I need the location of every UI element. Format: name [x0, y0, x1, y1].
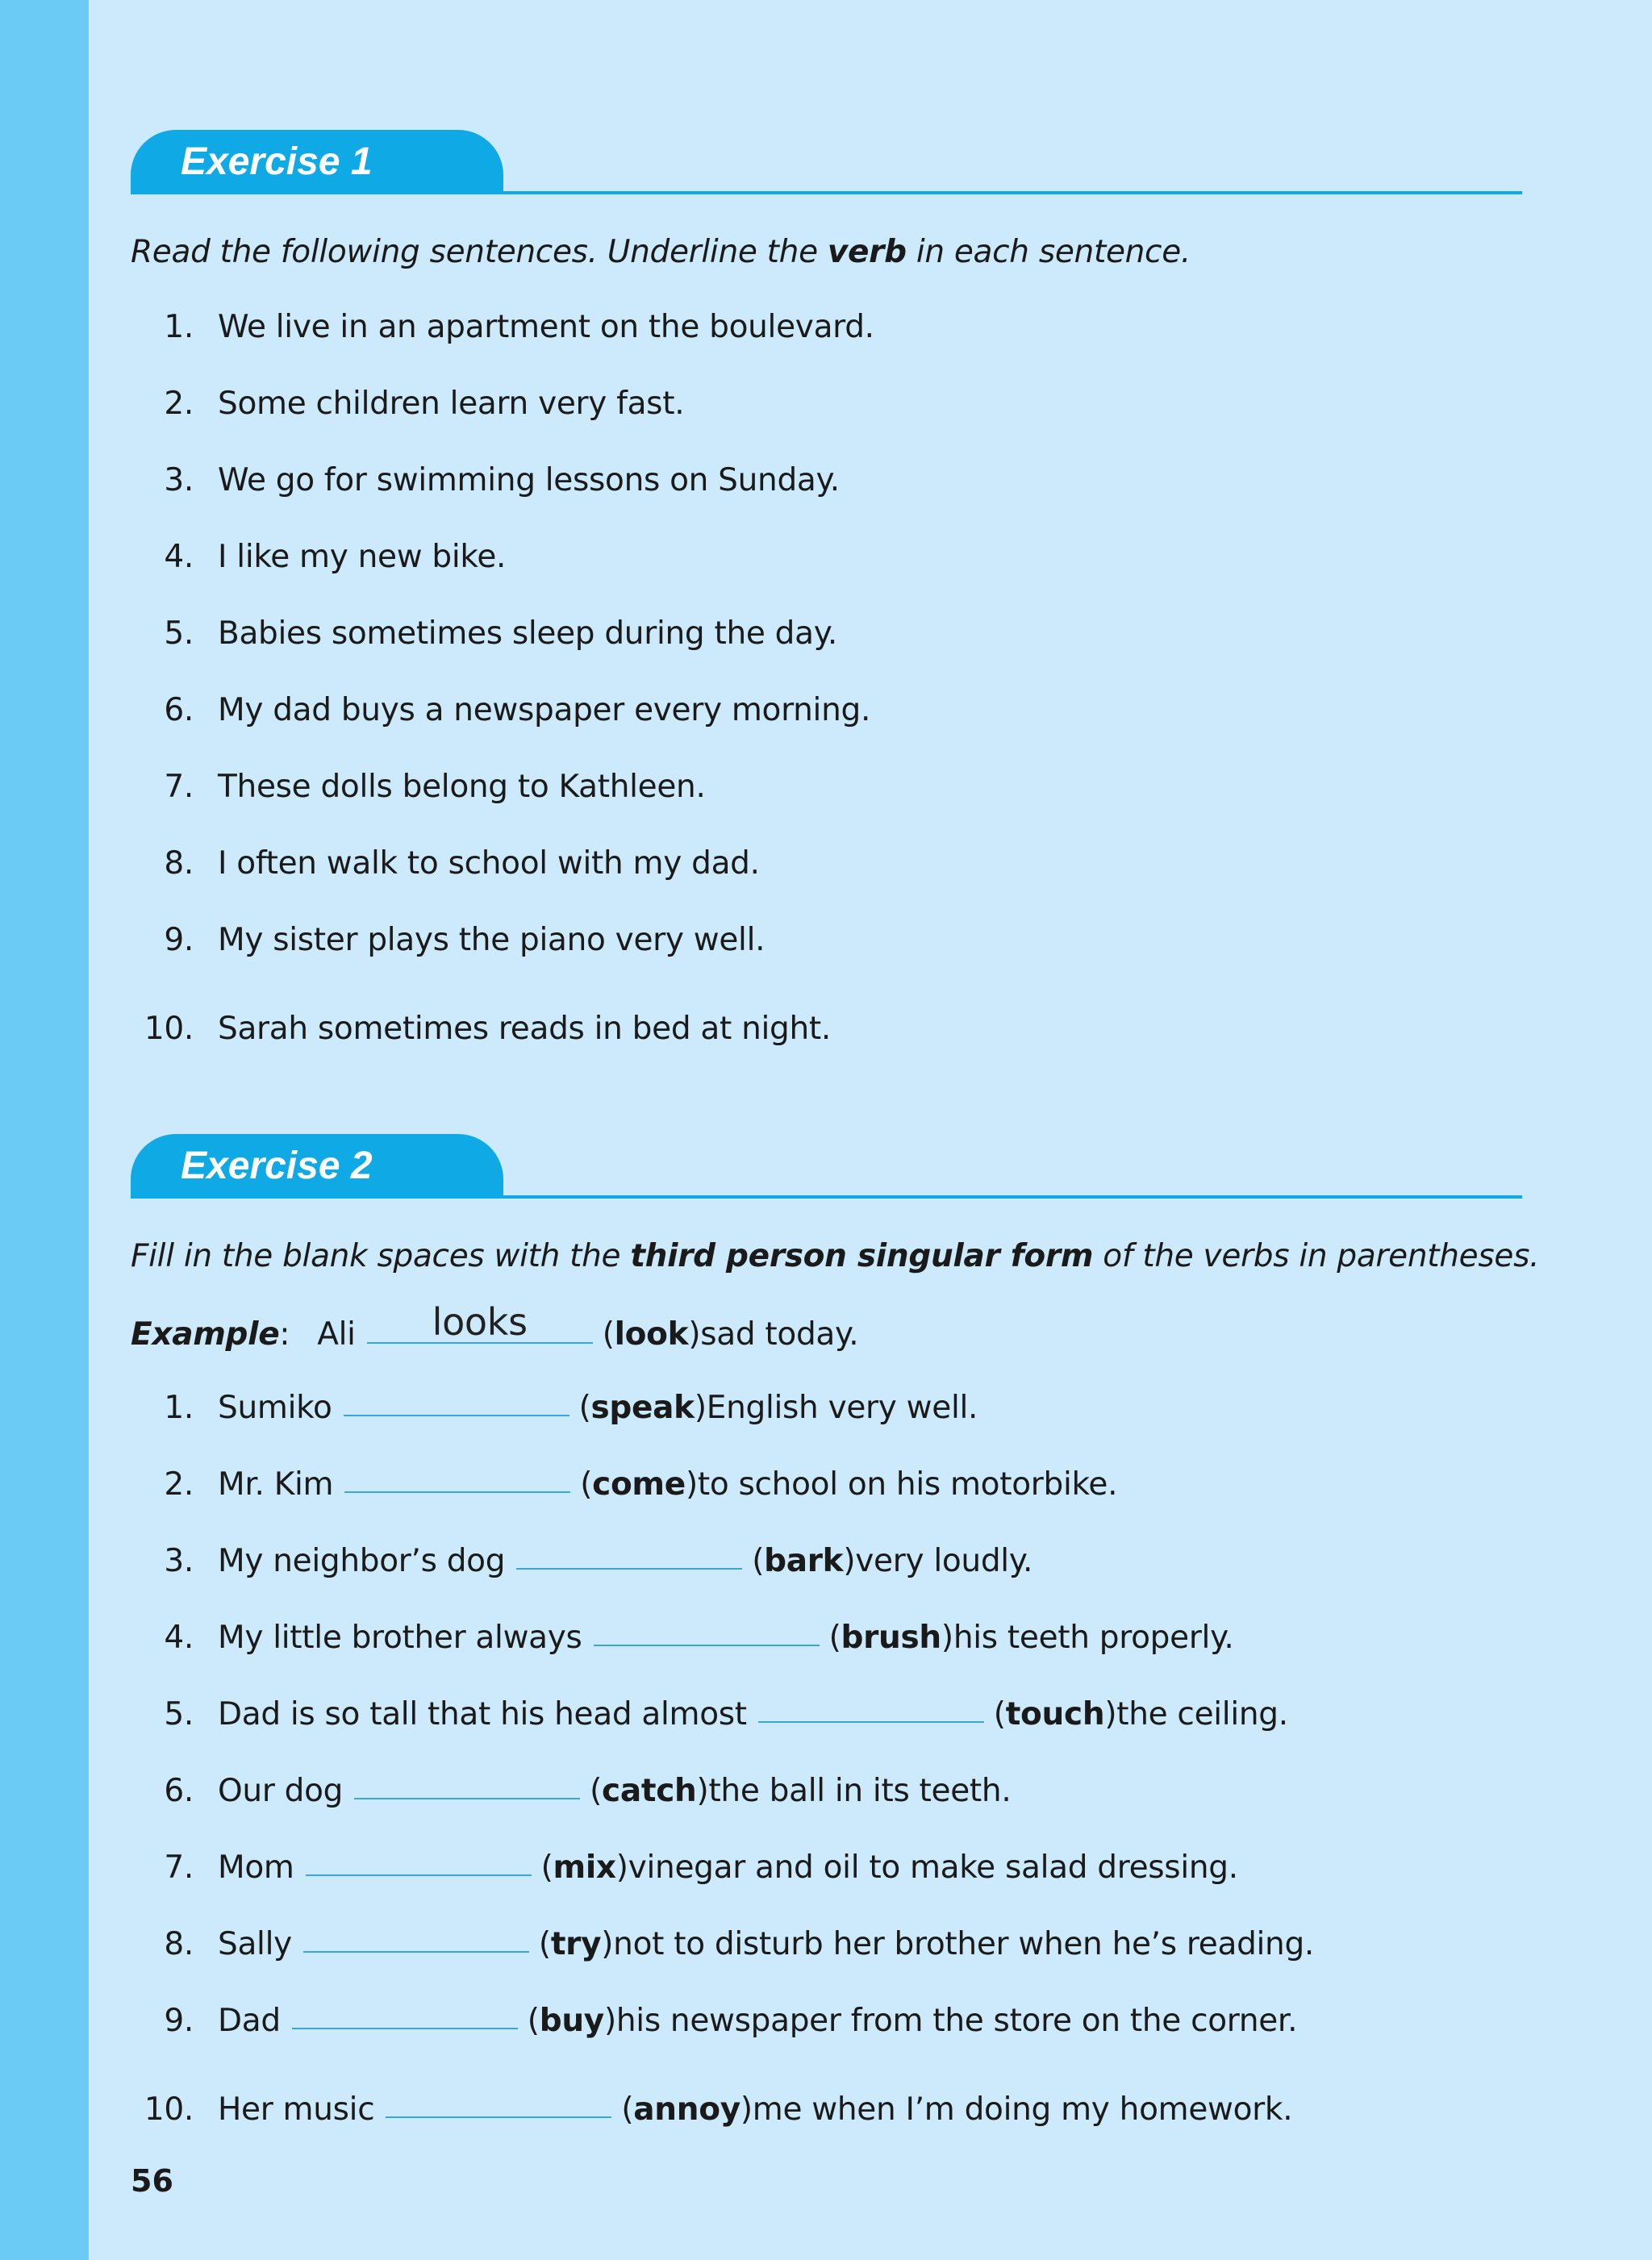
answer-blank[interactable]	[758, 1720, 984, 1723]
item-number: 9.	[164, 922, 194, 958]
base-verb: mix	[553, 1849, 616, 1886]
exercise-1-item	[131, 615, 837, 652]
paren-open: (	[527, 2003, 540, 2039]
paren-open: (	[580, 1466, 593, 1503]
exercise-2-item	[131, 1926, 1314, 1962]
paren-open: (	[621, 2091, 634, 2128]
sentence: I like my new bike.	[218, 539, 507, 575]
paren-open: (	[578, 1390, 591, 1426]
sentence-start: Dad	[218, 2003, 281, 2039]
exercise-2-item	[131, 1620, 1233, 1656]
exercise-1-item	[131, 539, 506, 575]
sentence-end: his newspaper from the store on the corner.	[615, 2003, 1298, 2039]
paren-close: )	[1104, 1696, 1117, 1733]
sentence: My dad buys a newspaper every morning.	[218, 692, 871, 728]
sentence-start: Her music	[218, 2091, 375, 2128]
exercise-1-tab	[131, 130, 503, 194]
sentence-end: the ball in its teeth.	[708, 1773, 1012, 1809]
paren-close: )	[685, 1466, 698, 1503]
sentence: My sister plays the piano very well.	[218, 922, 766, 958]
sentence-end: to school on his motorbike.	[697, 1466, 1118, 1503]
item-number: 7.	[164, 1849, 194, 1886]
sentence-end: me when I’m doing my homework.	[752, 2091, 1293, 2128]
base-verb: catch	[602, 1773, 697, 1809]
item-number: 2.	[164, 1466, 194, 1503]
item-number: 3.	[164, 462, 194, 498]
base-verb: buy	[539, 2003, 604, 2039]
paren-open: (	[602, 1316, 615, 1353]
answer-blank[interactable]	[386, 2116, 611, 2118]
exercise-1-header	[131, 130, 1522, 194]
example-subject: Ali	[317, 1316, 356, 1353]
exercise-1-rule	[503, 191, 1522, 194]
sentence: Babies sometimes sleep during the day.	[218, 615, 838, 652]
base-verb: come	[592, 1466, 686, 1503]
paren-close: )	[603, 2003, 616, 2039]
base-verb: touch	[1005, 1696, 1105, 1733]
base-verb: try	[550, 1926, 602, 1962]
instruction-bold: verb	[827, 234, 907, 270]
answer-blank[interactable]	[292, 2027, 518, 2029]
exercise-2-item	[131, 2091, 1292, 2128]
sentence-start: My little brother always	[218, 1620, 582, 1656]
sentence-end: very loudly.	[855, 1543, 1033, 1579]
item-number: 10.	[144, 1011, 194, 1047]
sentence: I often walk to school with my dad.	[218, 845, 760, 882]
left-margin-strip	[0, 0, 89, 2260]
base-verb: speak	[590, 1390, 695, 1426]
instruction-text: Read the following sentences. Underline the	[131, 234, 828, 270]
instruction-text: of the verbs in parentheses.	[1093, 1238, 1540, 1274]
paren-close: )	[694, 1390, 707, 1426]
item-number: 6.	[164, 692, 194, 728]
sentence-start: Mr. Kim	[218, 1466, 334, 1503]
sentence-end: English very well.	[706, 1390, 978, 1426]
item-number: 7.	[164, 769, 194, 805]
sentence: These dolls belong to Kathleen.	[218, 769, 706, 805]
answer-blank[interactable]	[594, 1644, 820, 1646]
sentence-end: the ceiling.	[1116, 1696, 1288, 1733]
exercise-2-instruction	[131, 1238, 1539, 1274]
item-number: 5.	[164, 615, 194, 652]
answer-blank[interactable]	[516, 1567, 742, 1570]
sentence-start: Dad is so tall that his head almost	[218, 1696, 747, 1733]
item-number: 8.	[164, 1926, 194, 1962]
sentence: Some children learn very fast.	[218, 386, 685, 422]
exercise-2-item	[131, 2003, 1297, 2039]
item-number: 5.	[164, 1696, 194, 1733]
paren-open: (	[828, 1620, 841, 1656]
sentence-end: his teeth properly.	[953, 1620, 1234, 1656]
item-number: 2.	[164, 386, 194, 422]
page-number: 56	[131, 2163, 173, 2199]
exercise-1-item	[131, 309, 874, 345]
paren-close: )	[740, 2091, 753, 2128]
item-number: 1.	[164, 309, 194, 345]
answer-blank[interactable]	[344, 1414, 569, 1416]
paren-close: )	[688, 1316, 701, 1353]
exercise-2-item	[131, 1543, 1032, 1579]
sentence: We live in an apartment on the boulevard.	[218, 309, 874, 345]
sentence-start: Sumiko	[218, 1390, 332, 1426]
exercise-2-item	[131, 1773, 1011, 1809]
exercise-2-item	[131, 1696, 1288, 1733]
item-number: 4.	[164, 1620, 194, 1656]
exercise-1-instruction	[131, 234, 1191, 270]
instruction-text: Fill in the blank spaces with the	[131, 1238, 631, 1274]
exercise-2-item	[131, 1390, 978, 1426]
item-number: 8.	[164, 845, 194, 882]
paren-close: )	[601, 1926, 614, 1962]
sentence: We go for swimming lessons on Sunday.	[218, 462, 840, 498]
paren-open: (	[752, 1543, 765, 1579]
base-verb: bark	[764, 1543, 844, 1579]
paren-open: (	[590, 1773, 603, 1809]
answer-blank[interactable]	[344, 1491, 570, 1493]
exercise-2-header	[131, 1134, 1522, 1199]
paren-open: (	[538, 1926, 551, 1962]
answer-blank[interactable]	[303, 1950, 529, 1953]
exercise-1-item	[131, 769, 706, 805]
paren-open: (	[993, 1696, 1006, 1733]
example-label: Example	[131, 1316, 280, 1353]
exercise-1-title: Exercise 1	[181, 140, 373, 183]
answer-blank[interactable]	[354, 1797, 580, 1799]
answer-blank[interactable]	[306, 1874, 532, 1876]
exercise-1-item	[131, 845, 760, 882]
instruction-bold: third person singular form	[630, 1238, 1094, 1274]
example-line	[131, 1300, 859, 1353]
exercise-1-item	[131, 1011, 831, 1047]
paren-close: )	[615, 1849, 628, 1886]
instruction-text: in each sentence.	[906, 234, 1191, 270]
item-number: 10.	[144, 2091, 194, 2128]
base-verb: annoy	[633, 2091, 740, 2128]
exercise-2-title: Exercise 2	[181, 1145, 373, 1187]
exercise-1-item	[131, 922, 765, 958]
sentence-start: Our dog	[218, 1773, 344, 1809]
sentence-start: Sally	[218, 1926, 292, 1962]
sentence-start: Mom	[218, 1849, 294, 1886]
exercise-2-rule	[503, 1195, 1522, 1199]
item-number: 4.	[164, 539, 194, 575]
sentence-end: vinegar and oil to make salad dressing.	[628, 1849, 1238, 1886]
item-number: 9.	[164, 2003, 194, 2039]
example-rest: sad today.	[700, 1316, 859, 1353]
paren-open: (	[540, 1849, 553, 1886]
exercise-2-item	[131, 1466, 1117, 1503]
exercise-1-item	[131, 462, 840, 498]
paren-close: )	[843, 1543, 856, 1579]
paren-close: )	[941, 1620, 953, 1656]
exercise-2-item	[131, 1849, 1238, 1886]
base-verb: brush	[841, 1620, 941, 1656]
exercise-1-item	[131, 386, 684, 422]
example-verb: look	[614, 1316, 689, 1353]
example-colon: :	[279, 1316, 290, 1353]
paren-close: )	[696, 1773, 709, 1809]
example-answer: looks	[367, 1303, 593, 1344]
sentence-end: not to disturb her brother when he’s reading.	[613, 1926, 1315, 1962]
exercise-1-item	[131, 692, 870, 728]
sentence-start: My neighbor’s dog	[218, 1543, 506, 1579]
exercise-2-tab	[131, 1134, 503, 1199]
sentence: Sarah sometimes reads in bed at night.	[218, 1011, 831, 1047]
item-number: 3.	[164, 1543, 194, 1579]
item-number: 6.	[164, 1773, 194, 1809]
item-number: 1.	[164, 1390, 194, 1426]
